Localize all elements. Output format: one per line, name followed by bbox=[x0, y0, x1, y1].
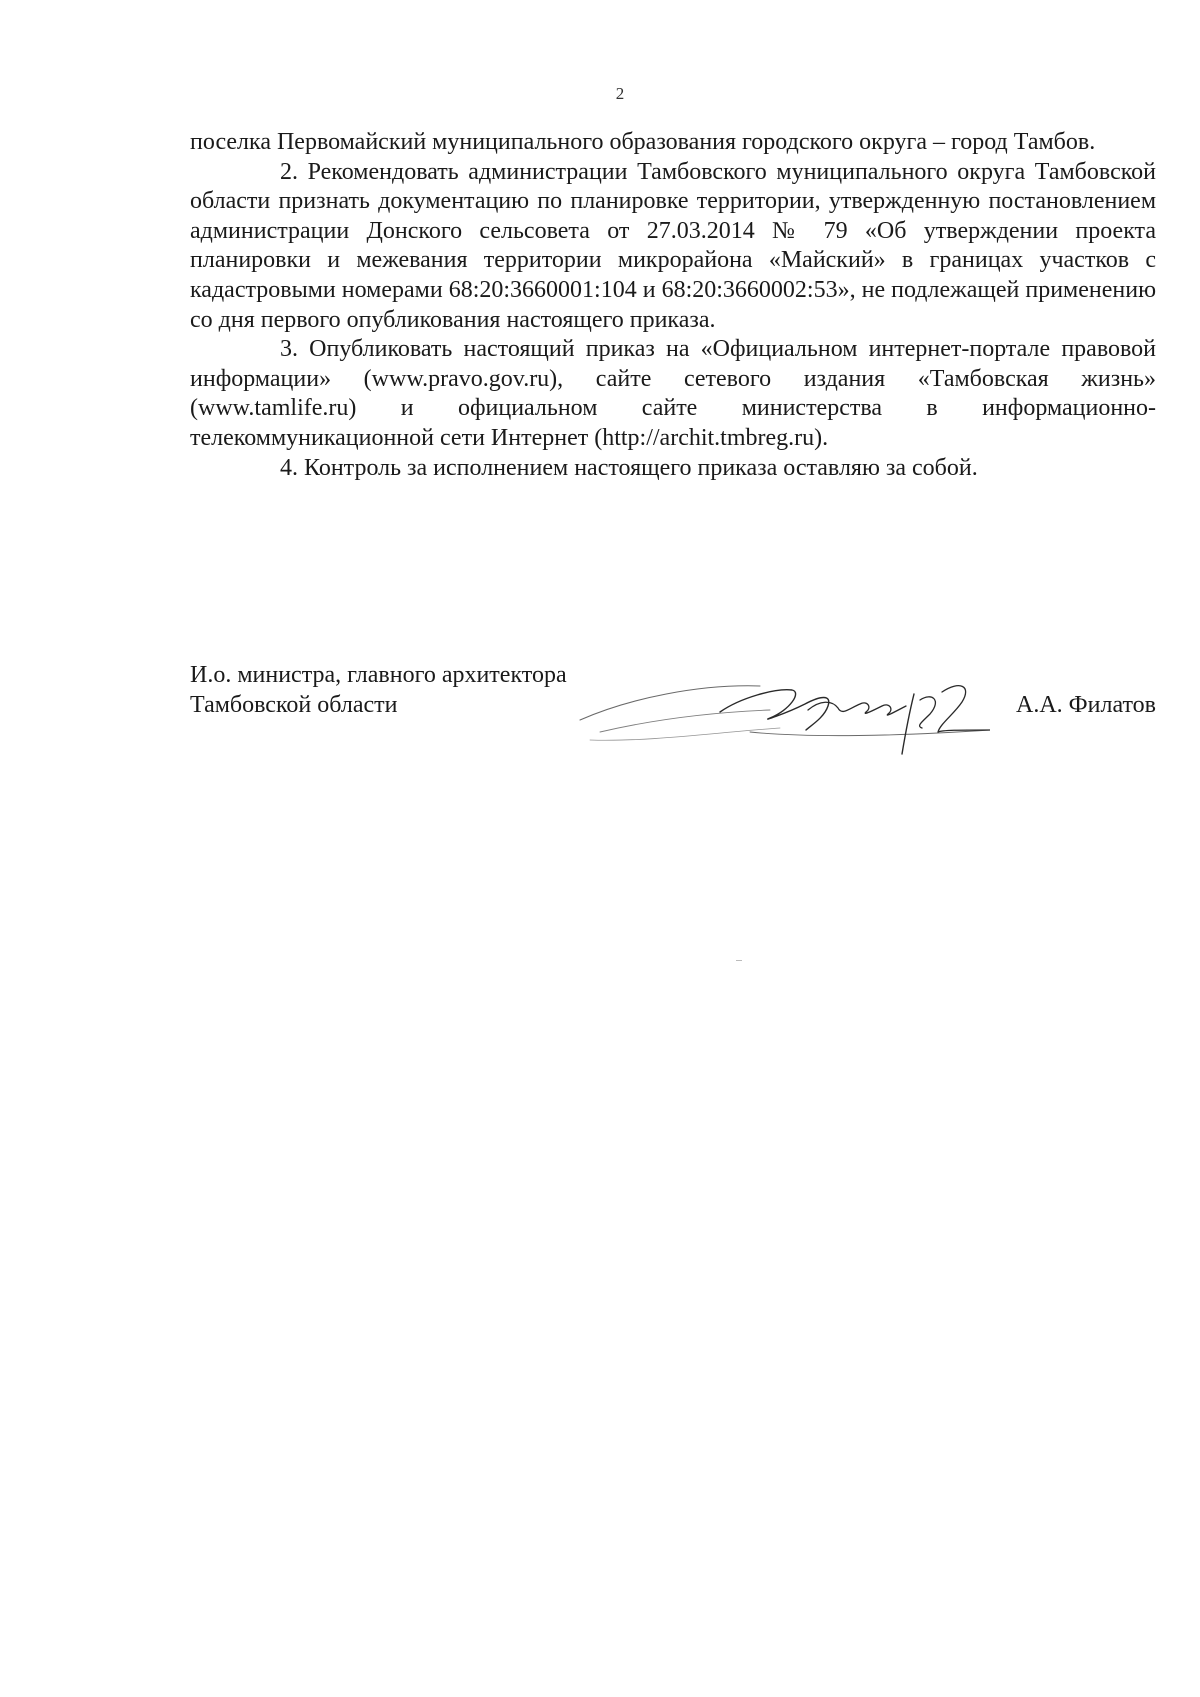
paragraph-item-3: 3. Опубликовать настоящий приказ на «Официальном интернет-портале правовой информации» (www.pravo.gov.ru), сайте сетевого издания «Тамбовская жизнь» (www.tamlife.ru) и официальном сайте министерства в информационно-телекоммуникационной сети Интернет (http://archit.tmbreg.ru). bbox=[190, 336, 1156, 451]
scan-artifact bbox=[736, 960, 742, 961]
paragraph-item-2: 2. Рекомендовать администрации Тамбовского муниципального округа Тамбовской области признать документацию по планировке территории, утвержденную постановлением администрации Донского сельсовета от 27.03.2014 № 79 «Об утверждении проекта планировки и межевания территории микрорайона «Майский» в границах участков с кадастровыми номерами 68:20:3660001:104 и 68:20:3660002:53», не подлежащей применению со дня первого опубликования настоящего приказа. bbox=[190, 158, 1156, 333]
paragraph-continuation: поселка Первомайский муниципального образования городского округа – город Тамбов. bbox=[190, 129, 1096, 155]
document-body bbox=[190, 128, 1156, 483]
signature-block bbox=[190, 660, 1156, 770]
handwritten-signature bbox=[570, 670, 990, 770]
signatory-position-line-2: Тамбовской области bbox=[190, 692, 398, 718]
signatory-name: А.А. Филатов bbox=[1016, 692, 1156, 718]
signatory-position bbox=[190, 660, 567, 720]
page-number: 2 bbox=[615, 84, 625, 103]
paragraph-item-4: 4. Контроль за исполнением настоящего приказа оставляю за собой. bbox=[280, 454, 978, 481]
signatory-position-line-1: И.о. министра, главного архитектора bbox=[190, 662, 567, 688]
